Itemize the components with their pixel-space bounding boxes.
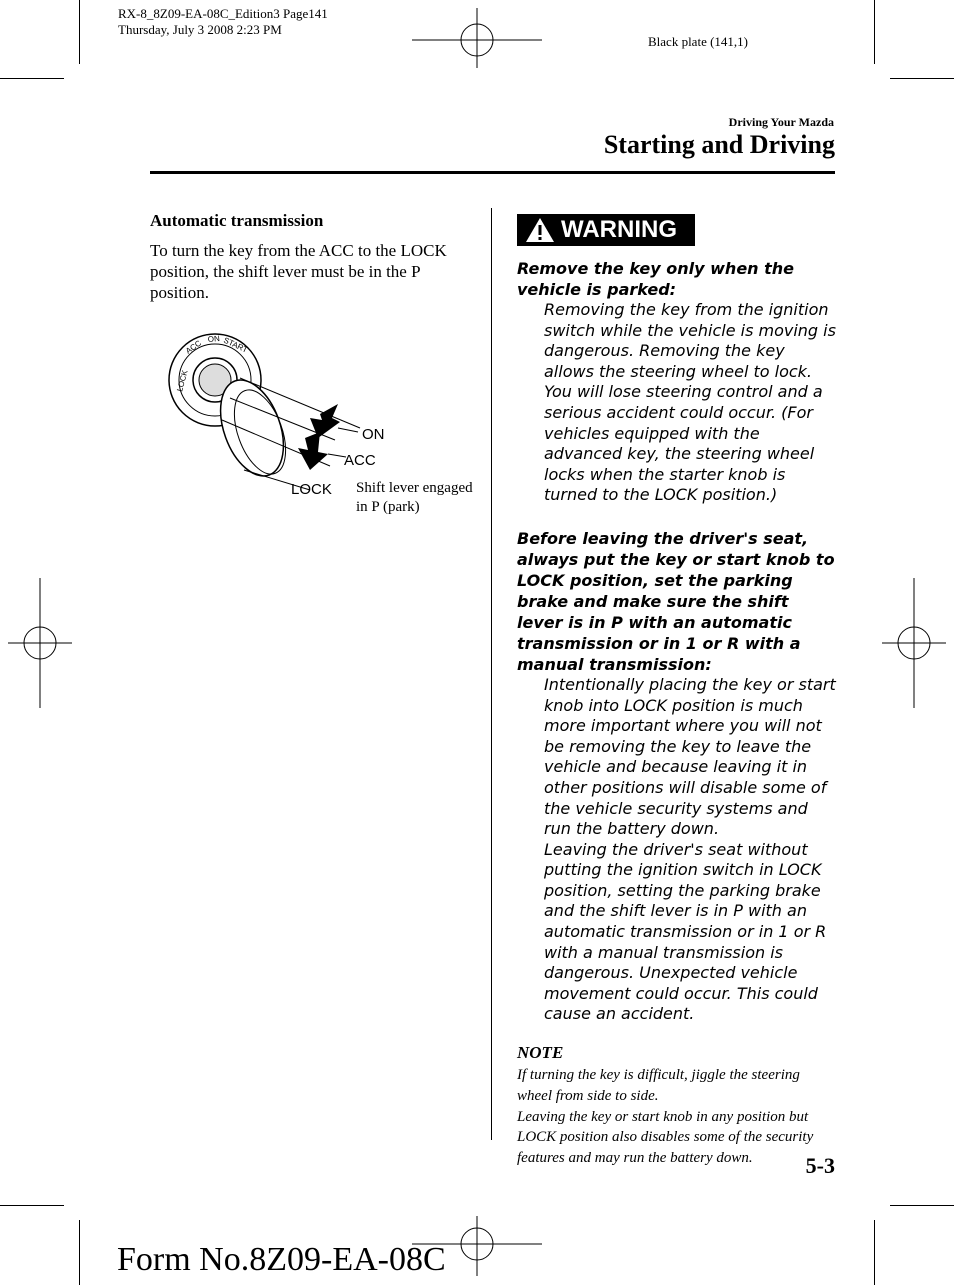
- date-line: Thursday, July 3 2008 2:23 PM: [118, 22, 282, 37]
- dial-lock-label: LOCK: [175, 369, 190, 393]
- warning-badge: [517, 214, 695, 246]
- note-heading: NOTE: [517, 1043, 564, 1063]
- warning-triangle-icon: [525, 217, 555, 243]
- form-number: Form No.8Z09-EA-08C: [117, 1241, 446, 1278]
- position-lock-label: LOCK: [291, 481, 332, 498]
- crop-mark: [874, 1220, 875, 1285]
- section-heading: Automatic transmission: [150, 211, 324, 230]
- body-paragraph: To turn the key from the ACC to the LOCK position, the shift lever must be in the P position.: [150, 241, 447, 302]
- crop-mark: [874, 0, 875, 64]
- registration-mark-right: [880, 578, 948, 708]
- page-number: 5-3: [805, 1153, 835, 1178]
- page-title: Starting and Driving: [603, 130, 835, 159]
- crop-mark: [79, 1220, 80, 1285]
- figure-caption: Shift lever engaged in P (park): [356, 480, 473, 515]
- warning-body-1: Removing the key from the ignition switch while the vehicle is moving is dangerous. Removing the key allows the steering wheel to lock. You will lose steering control and a serious accident could occur. (For vehicles equipped with the advanced key, the steering wheel locks when the starter knob is turned to the LOCK position.): [544, 300, 836, 505]
- crop-mark: [79, 0, 80, 64]
- warning-heading-2: Before leaving the driver's seat, always put the key or start knob to LOCK position, set the parking brake and make sure the shift lever is in P with an automatic transmission or in 1 or R with a manual transmission:: [517, 528, 835, 674]
- chapter-label: Driving Your Mazda: [728, 115, 834, 129]
- warning-label: WARNING: [561, 216, 677, 243]
- left-column: [150, 210, 470, 303]
- column-divider: [491, 208, 492, 1140]
- warning-heading-1: Remove the key only when the vehicle is parked:: [517, 259, 795, 299]
- crop-mark: [0, 1205, 64, 1206]
- header-rule: [150, 171, 835, 174]
- crop-mark: [890, 78, 954, 79]
- position-acc-label: ACC: [344, 452, 376, 469]
- registration-mark-left: [6, 578, 74, 708]
- position-on-label: ON: [362, 426, 385, 443]
- crop-mark: [890, 1205, 954, 1206]
- print-info: [118, 6, 328, 38]
- registration-mark-top: [412, 6, 542, 70]
- file-line: RX-8_8Z09-EA-08C_Edition3 Page141: [118, 6, 328, 21]
- note-item-1: If turning the key is difficult, jiggle the steering wheel from side to side.: [517, 1067, 800, 1104]
- plate-label: Black plate (141,1): [648, 34, 748, 49]
- note-item-2: Leaving the key or start knob in any position but LOCK position also disables some of the security features and may run the battery down.: [517, 1108, 814, 1167]
- warning-body-2a: Intentionally placing the key or start knob into LOCK position is much more important where you will not be removing the key to leave the vehicle and because leaving it in other positions will disable some of the vehicle security systems and run the battery down.: [544, 674, 836, 839]
- crop-mark: [0, 78, 64, 79]
- dial-acc-label: ACC: [183, 338, 203, 356]
- dial-start-label: START: [222, 335, 250, 355]
- warning-body-2b: Leaving the driver's seat without putting the ignition switch in LOCK position, setting the parking brake and the shift lever is in P with an automatic transmission or in 1 or R with a manual transmission is dangerous. Unexpected vehicle movement could occur. This could cause an accident.: [544, 839, 827, 1024]
- warning-box: [517, 214, 837, 1169]
- dial-on-label: ON: [207, 333, 221, 344]
